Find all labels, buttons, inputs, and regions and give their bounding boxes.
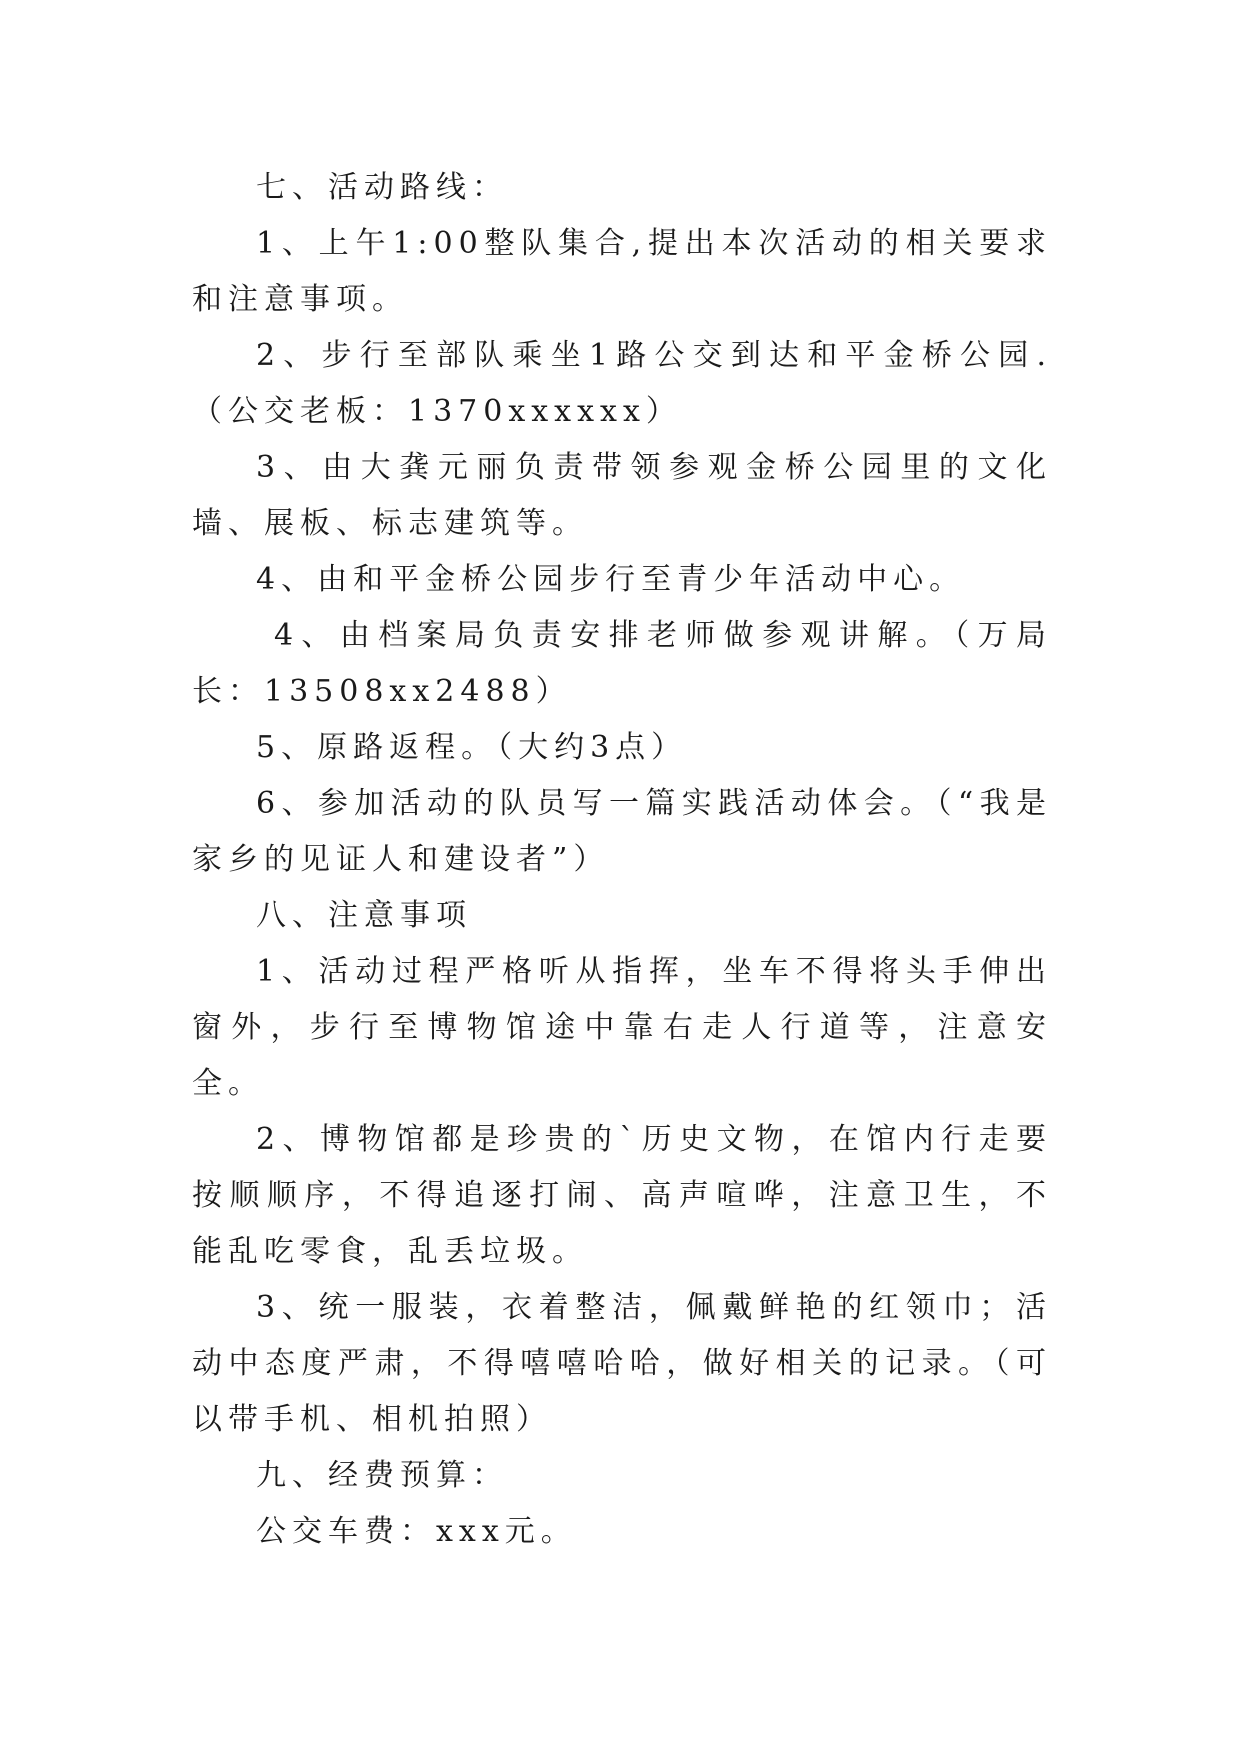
route-item-4: 4、由和平金桥公园步行至青少年活动中心。 [256, 562, 966, 597]
section-heading-route: 七、活动路线： [256, 170, 508, 205]
notes-item-3: 3、统一服装，衣着整洁，佩戴鲜艳的红领巾；活动中态度严肃，不得嘻嘻哈哈，做好相关的记录。（可以带手机、相机拍照） [192, 1290, 1052, 1437]
notes-item-1: 1、活动过程严格听从指挥，坐车不得将头手伸出窗外，步行至博物馆途中靠右走人行道等，注意安全。 [192, 954, 1052, 1101]
section-heading-notes: 八、注意事项 [256, 898, 472, 933]
document-page [192, 160, 1052, 1560]
route-item-5: 5、原路返程。（大约3点） [256, 730, 688, 765]
route-item-1: 1、上午1:00整队集合,提出本次活动的相关要求和注意事项。 [192, 226, 1052, 317]
budget-item-1: 公交车费：xxx元。 [256, 1514, 577, 1549]
route-item-6: 6、参加活动的队员写一篇实践活动体会。（“我是家乡的见证人和建设者”） [192, 786, 1052, 877]
route-item-3: 3、由大龚元丽负责带领参观金桥公园里的文化墙、展板、标志建筑等。 [192, 450, 1052, 541]
section-heading-budget: 九、经费预算： [256, 1458, 508, 1493]
route-item-2: 2、步行至部队乘坐1路公交到达和平金桥公园.（公交老板：1370xxxxxx） [192, 338, 1052, 429]
route-item-4b: 4、由档案局负责安排老师做参观讲解。（万局长：13508xx2488） [192, 618, 1052, 709]
notes-item-2: 2、博物馆都是珍贵的`历史文物，在馆内行走要按顺顺序，不得追逐打闹、高声喧哗，注意卫生，不能乱吃零食，乱丢垃圾。 [192, 1122, 1052, 1269]
